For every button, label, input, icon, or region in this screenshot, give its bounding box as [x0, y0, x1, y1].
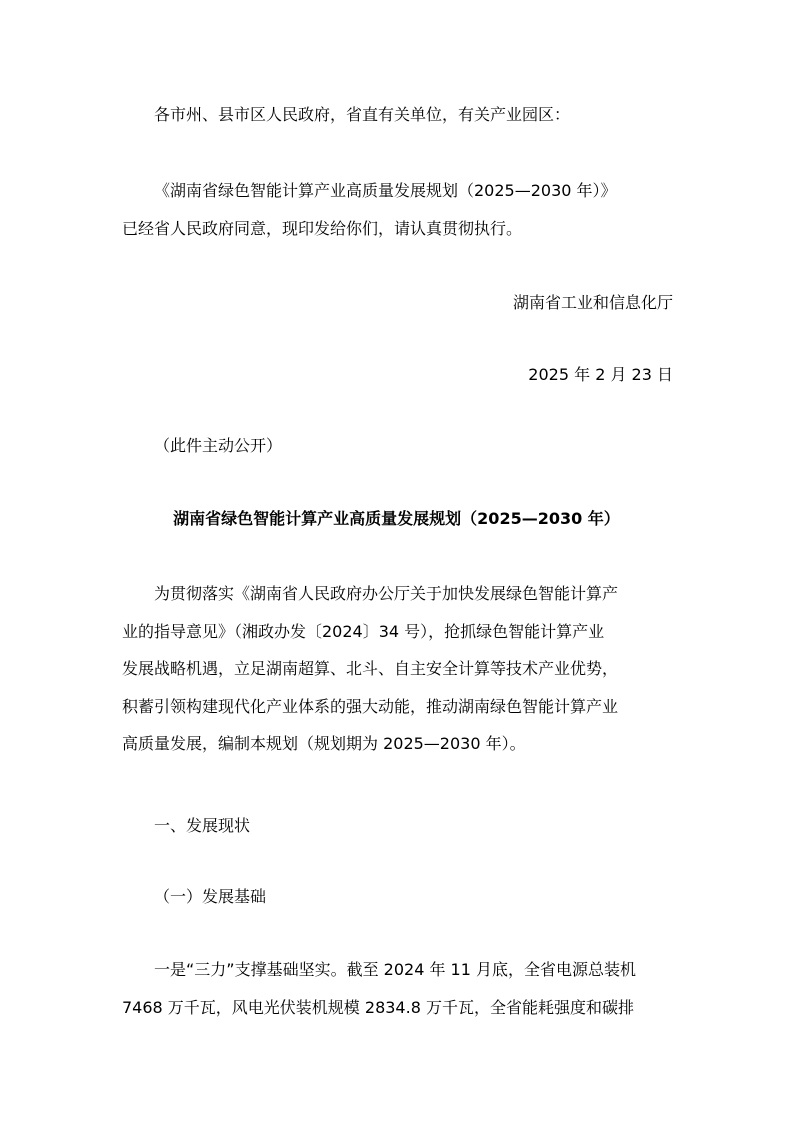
subsection-heading: （一）发展基础 — [154, 887, 267, 906]
intro-line: 积蓄引领构建现代化产业体系的强大动能，推动湖南绿色智能计算产业 — [122, 697, 619, 716]
intro-line: 业的指导意见》（湘政办发〔2024〕34 号），抢抓绿色智能计算产业 — [122, 622, 605, 641]
body-line: 7468 万千瓦，风电光伏装机规模 2834.8 万千瓦，全省能耗强度和碳排 — [122, 998, 634, 1017]
disclosure-note: （此件主动公开） — [154, 436, 283, 455]
issuer: 湖南省工业和信息化厅 — [512, 293, 673, 312]
document-title: 湖南省绿色智能计算产业高质量发展规划（2025—2030 年） — [173, 509, 620, 528]
intro-line: 高质量发展，编制本规划（规划期为 2025—2030 年）。 — [122, 734, 526, 753]
intro-line: 发展战略机遇，立足湖南超算、北斗、自主安全计算等技术产业优势， — [122, 659, 619, 678]
notice-line-1: 《湖南省绿色智能计算产业高质量发展规划（2025—2030 年）》 — [154, 181, 617, 200]
salutation: 各市州、县市区人民政府，省直有关单位，有关产业园区： — [154, 105, 571, 124]
notice-line-2: 已经省人民政府同意，现印发给你们，请认真贯彻执行。 — [122, 219, 523, 238]
issue-date: 2025 年 2 月 23 日 — [528, 365, 673, 384]
section-heading: 一、发展现状 — [154, 816, 251, 835]
body-line: 一是“三力”支撑基础坚实。截至 2024 年 11 月底，全省电源总装机 — [154, 960, 637, 979]
intro-line: 为贯彻落实《湖南省人民政府办公厅关于加快发展绿色智能计算产 — [154, 584, 619, 603]
